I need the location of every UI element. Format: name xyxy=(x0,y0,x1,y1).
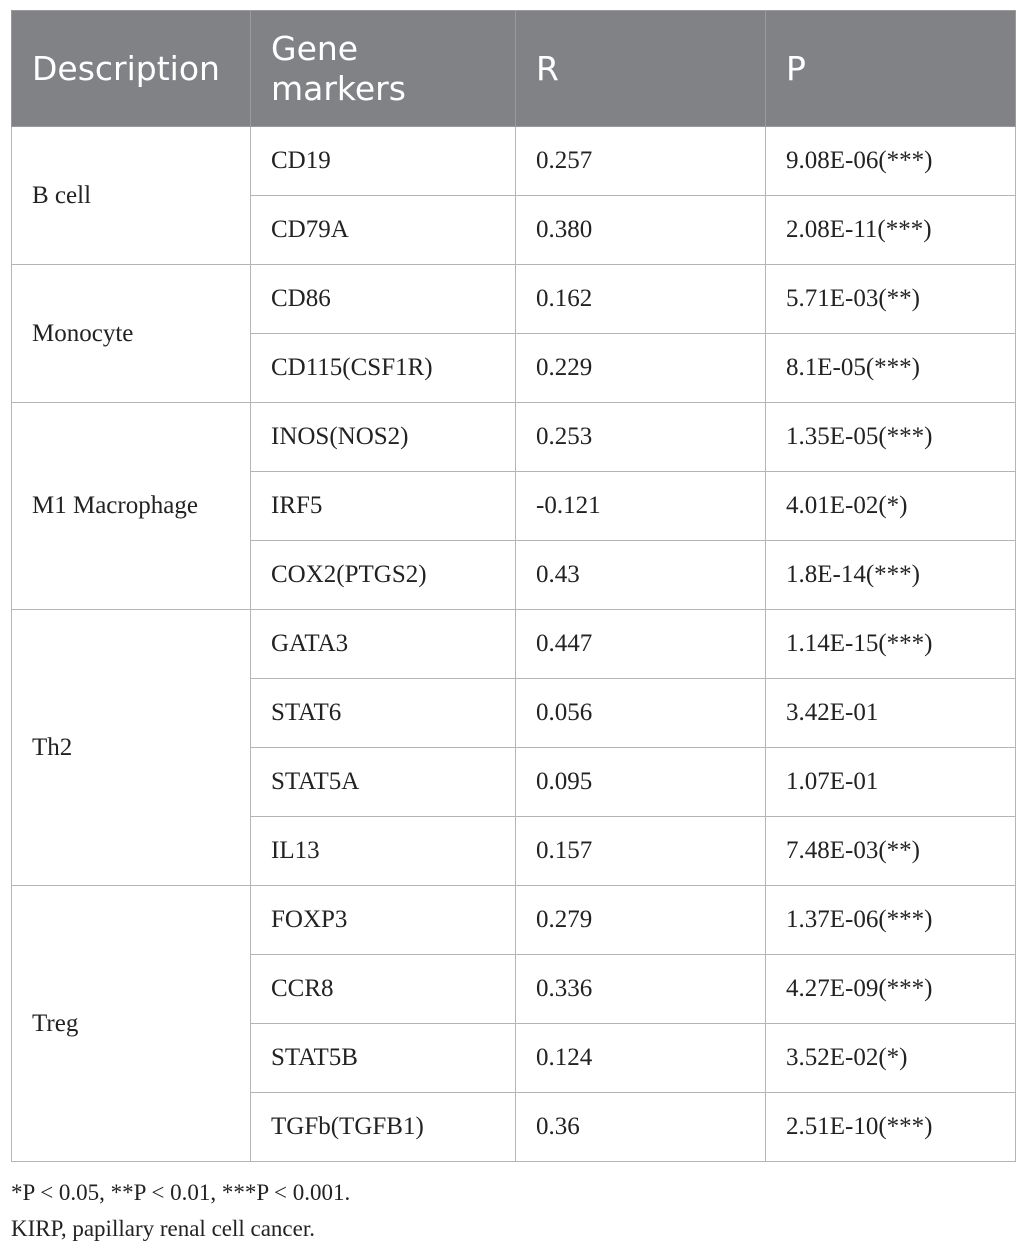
cell-r-value: 0.253 xyxy=(516,403,766,472)
footnote-abbreviation: KIRP, papillary renal cell cancer. xyxy=(11,1216,315,1241)
cell-p-value: 9.08E-06(***) xyxy=(766,127,1016,196)
cell-description: Th2 xyxy=(12,610,251,886)
cell-gene-marker: IRF5 xyxy=(251,472,516,541)
cell-gene-marker: STAT6 xyxy=(251,679,516,748)
cell-p-value: 2.08E-11(***) xyxy=(766,196,1016,265)
cell-r-value: 0.162 xyxy=(516,265,766,334)
cell-r-value: 0.380 xyxy=(516,196,766,265)
cell-p-value: 7.48E-03(**) xyxy=(766,817,1016,886)
cell-p-value: 1.37E-06(***) xyxy=(766,886,1016,955)
cell-gene-marker: CD79A xyxy=(251,196,516,265)
cell-gene-marker: FOXP3 xyxy=(251,886,516,955)
header-gene-markers: Gene markers xyxy=(251,11,516,127)
cell-r-value: 0.124 xyxy=(516,1024,766,1093)
cell-gene-marker: GATA3 xyxy=(251,610,516,679)
cell-r-value: -0.121 xyxy=(516,472,766,541)
cell-r-value: 0.056 xyxy=(516,679,766,748)
table-row xyxy=(12,265,1016,334)
cell-gene-marker: STAT5A xyxy=(251,748,516,817)
cell-r-value: 0.157 xyxy=(516,817,766,886)
cell-p-value: 1.14E-15(***) xyxy=(766,610,1016,679)
correlation-table xyxy=(11,10,1016,1162)
cell-r-value: 0.336 xyxy=(516,955,766,1024)
cell-gene-marker: CD86 xyxy=(251,265,516,334)
table-footnotes xyxy=(11,1175,350,1247)
cell-p-value: 1.8E-14(***) xyxy=(766,541,1016,610)
correlation-table-container xyxy=(11,10,1015,1162)
cell-description: Treg xyxy=(12,886,251,1162)
cell-description: Monocyte xyxy=(12,265,251,403)
table-row xyxy=(12,127,1016,196)
cell-r-value: 0.095 xyxy=(516,748,766,817)
cell-gene-marker: INOS(NOS2) xyxy=(251,403,516,472)
cell-p-value: 5.71E-03(**) xyxy=(766,265,1016,334)
cell-gene-marker: IL13 xyxy=(251,817,516,886)
cell-p-value: 2.51E-10(***) xyxy=(766,1093,1016,1162)
cell-p-value: 1.07E-01 xyxy=(766,748,1016,817)
table-body xyxy=(12,127,1016,1162)
cell-r-value: 0.257 xyxy=(516,127,766,196)
header-p: P xyxy=(766,11,1016,127)
cell-p-value: 1.35E-05(***) xyxy=(766,403,1016,472)
table-header-row xyxy=(12,11,1016,127)
cell-r-value: 0.279 xyxy=(516,886,766,955)
table-row xyxy=(12,403,1016,472)
cell-gene-marker: CCR8 xyxy=(251,955,516,1024)
header-r: R xyxy=(516,11,766,127)
cell-p-value: 8.1E-05(***) xyxy=(766,334,1016,403)
cell-p-value: 4.01E-02(*) xyxy=(766,472,1016,541)
table-row xyxy=(12,610,1016,679)
footnote-significance: *P < 0.05, **P < 0.01, ***P < 0.001. xyxy=(11,1180,351,1205)
cell-r-value: 0.43 xyxy=(516,541,766,610)
cell-r-value: 0.447 xyxy=(516,610,766,679)
cell-p-value: 3.52E-02(*) xyxy=(766,1024,1016,1093)
cell-p-value: 3.42E-01 xyxy=(766,679,1016,748)
cell-description: B cell xyxy=(12,127,251,265)
cell-p-value: 4.27E-09(***) xyxy=(766,955,1016,1024)
cell-gene-marker: STAT5B xyxy=(251,1024,516,1093)
cell-description: M1 Macrophage xyxy=(12,403,251,610)
header-description: Description xyxy=(12,11,251,127)
table-row xyxy=(12,886,1016,955)
cell-r-value: 0.229 xyxy=(516,334,766,403)
cell-gene-marker: COX2(PTGS2) xyxy=(251,541,516,610)
cell-gene-marker: CD19 xyxy=(251,127,516,196)
cell-gene-marker: CD115(CSF1R) xyxy=(251,334,516,403)
cell-gene-marker: TGFb(TGFB1) xyxy=(251,1093,516,1162)
cell-r-value: 0.36 xyxy=(516,1093,766,1162)
